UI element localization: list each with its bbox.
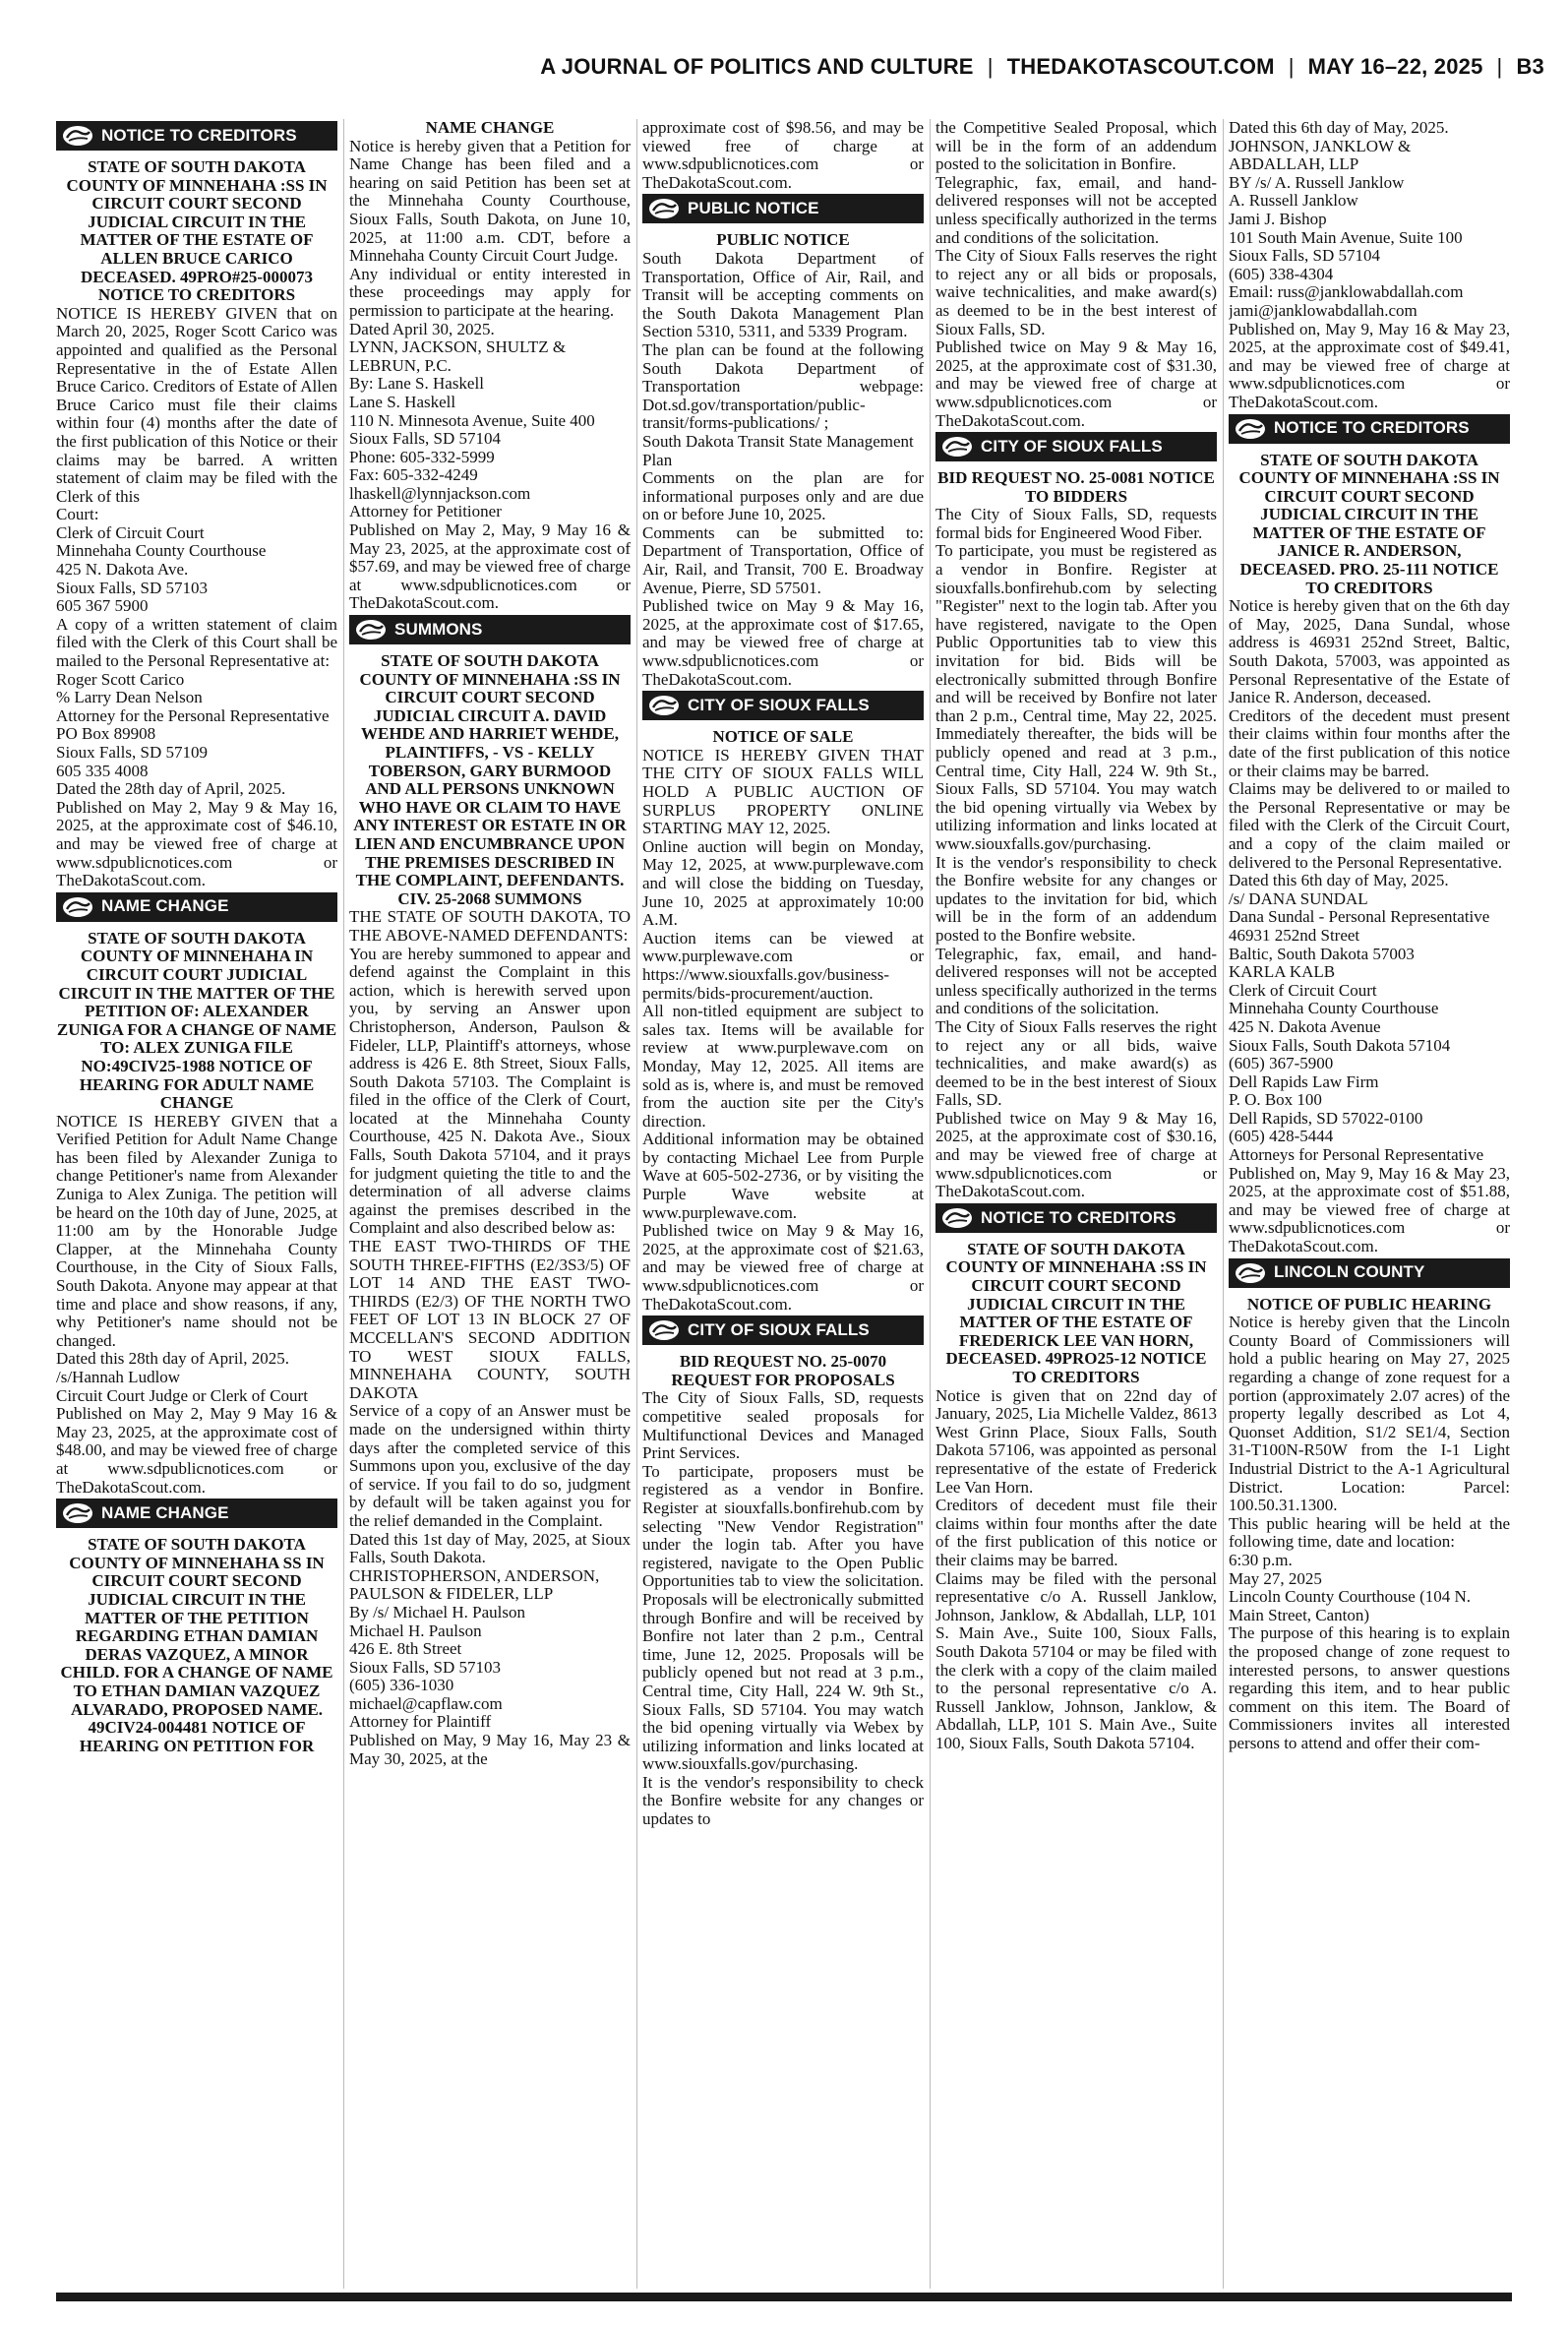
section-banner xyxy=(1229,1258,1510,1288)
notice-heading: STATE OF SOUTH DAKOTA COUNTY OF MINNEHAHA :SS IN CIRCUIT COURT SECOND JUDICIAL CIRCUIT IN THE MATTER OF THE ESTATE OF ALLEN BRUCE CARICO DECEASED. 49PRO#25-000073 NOTICE TO CREDITORS xyxy=(66,157,328,305)
notice-paragraph: Published on May 2, May 9 May 16 & May 23, 2025, at the approximate cost of $48.00, and may be viewed free of charge at www.sdpublicnotices.com or TheDakotaScout.com. xyxy=(56,1404,337,1497)
notice-line: /s/Hannah Ludlow xyxy=(56,1368,181,1386)
notice-paragraph: The purpose of this hearing is to explain the proposed change of zone request to interested persons, to answer questions regarding this item, and to hear public comment on this item. The Board of Commissioners invites all interested persons to attend and offer their com- xyxy=(1229,1623,1510,1752)
notice-line: By /s/ Michael H. Paulson xyxy=(349,1602,525,1621)
notice-paragraph: Dated this 6th day of May, 2025. xyxy=(1229,119,1449,137)
notice-line: Sioux Falls, SD 57104 xyxy=(349,429,501,449)
notice-line: Michael H. Paulson xyxy=(349,1621,482,1640)
column-3 xyxy=(642,119,924,2289)
notice-heading: BID REQUEST NO. 25-0070 REQUEST FOR PROPOSALS xyxy=(671,1352,895,1389)
header-separator: | xyxy=(987,54,994,79)
notice-line: Email: russ@janklowabdallah.com xyxy=(1229,282,1464,302)
notice-paragraph: Notice is hereby given that the Lincoln County Board of Commissioners will hold a public hearing on May 27, 2025 regarding a change of zone request for a portion (approximately 2.07 acres) of the property legally described as Lot 4, Quonset Addition, S1/2 SE1/4, Section 31-T100N-R50W from the I-1 Light Industrial District to the A-1 Agricultural District. Location: Parcel: 100.50.31.1300. xyxy=(1229,1313,1510,1515)
notice-line: (605) 367-5900 xyxy=(1229,1054,1334,1073)
notice-line: michael@capflaw.com xyxy=(349,1693,503,1713)
notice-line: LYNN, JACKSON, SHULTZ & LEBRUN, P.C. xyxy=(349,337,567,375)
notice-line: By: Lane S. Haskell xyxy=(349,374,484,394)
section-banner xyxy=(935,1203,1217,1233)
notice-line: Minnehaha County Courthouse xyxy=(1229,999,1439,1018)
notice-heading: NAME CHANGE xyxy=(425,119,555,137)
column-divider xyxy=(930,119,931,2289)
scout-logo-icon xyxy=(1233,1260,1268,1286)
notice-line: KARLA KALB xyxy=(1229,962,1336,982)
notice-paragraph: Additional information may be obtained by contacting Michael Lee from Purple Wave at 605-502-2736, or by visiting the Purple Wave website at www.purplewave.com. xyxy=(642,1130,924,1222)
notice-line: Sioux Falls, South Dakota 57104 xyxy=(1229,1035,1451,1055)
scout-logo-icon xyxy=(60,894,95,920)
section-banner xyxy=(56,1499,337,1528)
notice-line: lhaskell@lynnjackson.com xyxy=(349,483,531,503)
scout-logo-icon xyxy=(353,617,389,642)
notice-heading: STATE OF SOUTH DAKOTA COUNTY OF MINNEHAHA IN CIRCUIT COURT JUDICIAL CIRCUIT IN THE MATTER OF THE PETITION OF: ALEXANDER ZUNIGA FOR A CHANGE OF NAME TO: ALEX ZUNIGA FILE NO:49CIV25-1988 NOTICE OF HEARING FOR ADULT NAME CHANGE xyxy=(56,928,337,1113)
section-title: NOTICE TO CREDITORS xyxy=(981,1207,1176,1227)
section-title: NOTICE TO CREDITORS xyxy=(1274,418,1470,438)
notice-line: Phone: 605-332-5999 xyxy=(349,447,495,466)
notice-heading: STATE OF SOUTH DAKOTA COUNTY OF MINNEHAHA :SS IN CIRCUIT COURT SECOND JUDICIAL CIRCUIT IN THE MATTER OF THE ESTATE OF FREDERICK LEE VAN HORN, DECEASED. 49PRO25-12 NOTICE TO CREDITORS xyxy=(945,1239,1207,1386)
section-banner xyxy=(642,691,924,720)
notice-line: 6:30 p.m. xyxy=(1229,1550,1293,1569)
notice-line: 605 335 4008 xyxy=(56,761,149,780)
scout-logo-icon xyxy=(646,196,682,221)
notice-paragraph: It is the vendor's responsibility to check the Bonfire website for any changes or updates to the invitation for bid, which will be in the form of an addendum posted to the Bonfire website. xyxy=(935,852,1217,945)
notice-paragraph: Published on, May 9, May 16 & May 23, 2025, at the approximate cost of $49.41, and may be viewed free of charge at www.sdpublicnotices.com or TheDakotaScout.com. xyxy=(1229,319,1510,411)
section-banner xyxy=(642,1315,924,1345)
notice-line: 425 N. Dakota Avenue xyxy=(1229,1016,1381,1036)
notice-paragraph: Published on, May 9, May 16 & May 23, 2025, at the approximate cost of $51.88, and may be viewed free of charge at www.sdpublicnotices.com or TheDakotaScout.com. xyxy=(1229,1163,1510,1256)
notice-paragraph: The plan can be found at the following South Dakota Department of Transportation webpage: Dot.sd.gov/transportation/public-transit/forms-publications/ ; xyxy=(642,339,924,433)
section-title: PUBLIC NOTICE xyxy=(688,199,819,218)
notice-line: Lane S. Haskell xyxy=(349,392,456,411)
notice-heading: STATE OF SOUTH DAKOTA COUNTY OF MINNEHAHA :SS IN CIRCUIT COURT SECOND JUDICIAL CIRCUIT IN THE MATTER OF THE ESTATE OF JANICE R. ANDERSON, DECEASED. PRO. 25-111 NOTICE TO CREDITORS xyxy=(1238,450,1500,597)
column-4 xyxy=(935,119,1217,2289)
column-divider xyxy=(343,119,344,2289)
notice-paragraph: Telegraphic, fax, email, and hand-delivered responses will not be accepted unless specifically authorized in the terms and conditions of the solicitation. xyxy=(935,944,1217,1018)
section-banner xyxy=(642,194,924,223)
notice-paragraph: The City of Sioux Falls reserves the right to reject any or all bids or proposals, waive technicalities, and make award(s) as deemed to be in the best interest of Sioux Falls, SD. xyxy=(935,246,1217,338)
section-title: CITY OF SIOUX FALLS xyxy=(688,695,870,714)
notice-paragraph: Service of a copy of an Answer must be made on the undersigned within thirty days after the completed service of this Summons upon you, exclusive of the day of service. If you fail to do so, judgment by default will be taken against you for the relief demanded in the Complaint. xyxy=(349,1401,631,1530)
column-2 xyxy=(349,119,631,2289)
section-banner xyxy=(56,121,337,151)
section-banner xyxy=(349,615,631,644)
notice-line: JOHNSON, JANKLOW & ABDALLAH, LLP xyxy=(1229,136,1412,174)
column-divider xyxy=(636,119,637,2289)
header-separator: | xyxy=(1496,54,1503,79)
notice-line: (605) 338-4304 xyxy=(1229,264,1334,283)
notice-paragraph: Notice is hereby given that a Petition for Name Change has been filed and a hearing on said Petition has been set at the Minnehaha County Courthouse, Sioux Falls, South Dakota, on June 10, 2025, at 11:00 a.m. CDT, before a Minnehaha County Circuit Court Judge. xyxy=(349,136,631,266)
notice-paragraph: To participate, proposers must be registered as a vendor in Bonfire. Register at siouxfalls.bonfirehub.com by selecting "New Vendor Registration" under the login tab. After you have registered, navigate to the Open Public Opportunities tab to view the solicitation. Proposals will be electronically submitted through Bonfire and will be received by Bonfire not later than 2 p.m., Central time, June 12, 2025. Proposals will be publicly opened but not read at 3 p.m., Central time, City Hall, 224 W. 9th St., Sioux Falls, SD 57104. You may watch the bid opening virtually via Webex by utilizing information and links located at www.siouxfalls.gov/purchasing. xyxy=(642,1461,924,1774)
notice-line: Fax: 605-332-4249 xyxy=(349,465,478,485)
notice-heading: BID REQUEST NO. 25-0081 NOTICE TO BIDDERS xyxy=(937,468,1215,506)
notice-line: Attorney for the Personal Representative xyxy=(56,705,330,725)
notice-paragraph: THE STATE OF SOUTH DAKOTA, TO THE ABOVE-NAMED DEFENDANTS: xyxy=(349,907,631,945)
section-title: NAME CHANGE xyxy=(101,1502,229,1522)
notice-heading: PUBLIC NOTICE xyxy=(716,230,850,250)
notice-line: Circuit Court Judge or Clerk of Court xyxy=(56,1385,308,1405)
notice-paragraph: the Competitive Sealed Proposal, which will be in the form of an addendum posted to the solicitation in Bonfire. xyxy=(935,119,1217,174)
notice-line: Attorney for Plaintiff xyxy=(349,1712,492,1732)
notice-paragraph: Published twice on May 9 & May 16, 2025, at the approximate cost of $21.63, and may be viewed free of charge at www.sdpublicnotices.com or TheDakotaScout.com. xyxy=(642,1221,924,1314)
scout-logo-icon xyxy=(646,1317,682,1343)
notice-line: 426 E. 8th Street xyxy=(349,1639,462,1659)
notice-paragraph: Claims may be filed with the personal representative c/o A. Russell Janklow, Johnson, Janklow, & Abdallah, LLP, 101 S. Main Ave., Suite 100, Sioux Falls, South Dakota 57104 or may be filed with the clerk with a copy of the claim mailed to the personal representative c/o A. Russell Janklow, Johnson, Janklow, & Abdallah, LLP, 101 S. Main Ave., Suite 100, Sioux Falls, South Dakota 57104. xyxy=(935,1568,1217,1752)
notice-line: Jami J. Bishop xyxy=(1229,209,1327,228)
notice-line: BY /s/ A. Russell Janklow xyxy=(1229,172,1405,192)
notice-paragraph: Dated the 28th day of April, 2025. xyxy=(56,779,286,799)
notice-paragraph: A copy of a written statement of claim filed with the Clerk of this Court shall be mailed to the Personal Representative at: xyxy=(56,614,337,671)
notice-paragraph: It is the vendor's responsibility to check the Bonfire website for any changes or updates to xyxy=(642,1772,924,1829)
notice-line: Sioux Falls, SD 57109 xyxy=(56,743,208,762)
notice-line: Roger Scott Carico xyxy=(56,669,185,689)
notice-line: Attorneys for Personal Representative xyxy=(1229,1145,1484,1165)
notice-paragraph: The City of Sioux Falls, SD, requests competitive sealed proposals for Multifunctional Devices and Managed Print Services. xyxy=(642,1388,924,1463)
notice-paragraph: You are hereby summoned to appear and defend against the Complaint in this action, which is herewith served upon you, by serving an Answer upon Christopherson, Anderson, Paulson & Fideler, LLP, Plaintiff's attorneys, whose address is 426 E. 8th Street, Sioux Falls, South Dakota 57103. The Complaint is filed in the office of the Clerk of Court, located at the Minnehaha County Courthouse, 425 N. Dakota Ave., Sioux Falls, South Dakota 57104, and it prays for judgment quieting the title to and the determination of all adverse claims against the premises described in the Complaint and also described below as: xyxy=(349,944,631,1238)
section-banner xyxy=(1229,414,1510,444)
notice-line: Dell Rapids Law Firm xyxy=(1229,1071,1379,1091)
notice-line: (605) 336-1030 xyxy=(349,1676,454,1695)
notice-line: 101 South Main Avenue, Suite 100 xyxy=(1229,227,1463,247)
notice-paragraph: All non-titled equipment are subject to sales tax. Items will be available for review at www.purplewave.com on Monday, May 12, 2025. All items are sold as is, where is, and must be removed from the auction site per the City's direction. xyxy=(642,1002,924,1131)
notice-paragraph: NOTICE IS HEREBY GIVEN THAT THE CITY OF SIOUX FALLS WILL HOLD A PUBLIC AUCTION OF SURPLUS PROPERTY ONLINE STARTING MAY 12, 2025. xyxy=(642,745,924,838)
section-title: NOTICE TO CREDITORS xyxy=(101,125,297,145)
scout-logo-icon xyxy=(1233,416,1268,442)
notice-paragraph: Notice is hereby given that on the 6th day of May, 2025, Dana Sundal, whose address is 46931 252nd Street, Baltic, South Dakota, 57003, was appointed as Personal Representative of the Estate of Janice R. Anderson, deceased. xyxy=(1229,596,1510,707)
notice-paragraph: Telegraphic, fax, email, and hand-delivered responses will not be accepted unless specifically authorized in the terms and conditions of the solicitation. xyxy=(935,172,1217,247)
notice-line: Sioux Falls, SD 57104 xyxy=(1229,246,1380,266)
notice-line: May 27, 2025 xyxy=(1229,1568,1322,1588)
notice-paragraph: Online auction will begin on Monday, May 12, 2025, at www.purplewave.com and will close the bidding on Tuesday, June 10, 2025 at approximately 10:00 A.M. xyxy=(642,836,924,930)
notice-line: A. Russell Janklow xyxy=(1229,191,1358,211)
scout-logo-icon xyxy=(939,434,975,459)
section-title: CITY OF SIOUX FALLS xyxy=(688,1319,870,1339)
notice-heading: NOTICE OF PUBLIC HEARING xyxy=(1246,1294,1492,1314)
notice-paragraph: Auction items can be viewed at www.purplewave.com or https://www.siouxfalls.gov/business-permits/bids-procurement/auction. xyxy=(642,928,924,1003)
notice-paragraph: Dated this 6th day of May, 2025. xyxy=(1229,871,1449,890)
header-separator: | xyxy=(1288,54,1295,79)
notice-paragraph: NOTICE IS HEREBY GIVEN that a Verified Petition for Adult Name Change has been filed by Alexander Zuniga to change Petitioner's name from Alexander Zuniga to Alex Zuniga. The petition will be heard on the 10th day of June, 2025, at 11:00 am by the Honorable Judge Clapper, at the Minnehaha County Courthouse, in the City of Sioux Falls, South Dakota. Anyone may appear at that time and place and show reasons, if any, why Petitioner's name should not be changed. xyxy=(56,1111,337,1350)
notice-paragraph: Creditors of decedent must file their claims within four months after the date of the first publication of this notice or their claims may be barred. xyxy=(935,1496,1217,1569)
scout-logo-icon xyxy=(60,1500,95,1526)
notice-line: Court: xyxy=(56,505,99,524)
notice-line: Sioux Falls, SD 57103 xyxy=(56,578,208,597)
notice-line: 425 N. Dakota Ave. xyxy=(56,560,189,580)
notice-line: % Larry Dean Nelson xyxy=(56,688,203,707)
page-header xyxy=(39,47,1544,87)
notice-paragraph: Published twice on May 9 & May 16, 2025, at the approximate cost of $30.16, and may be viewed free of charge at www.sdpublicnotices.com or TheDakotaScout.com. xyxy=(935,1108,1217,1201)
notice-line: Clerk of Circuit Court xyxy=(56,522,205,542)
notice-paragraph: South Dakota Department of Transportation, Office of Air, Rail, and Transit will be accepting comments on the South Dakota Management Plan Section 5310, 5311, and 5339 Program. xyxy=(642,248,924,341)
notice-line: South Dakota Transit State Management Plan xyxy=(642,431,914,469)
notice-paragraph: NOTICE IS HEREBY GIVEN that on March 20, 2025, Roger Scott Carico was appointed and qualified as the Personal Representative in the of Estate Allen Bruce Carico. Creditors of Estate of Allen Bruce Carico must file their claims within four (4) months after the date of the first publication of this Notice or their claims may be barred. A written statement of claim may be filed with the Clerk of this xyxy=(56,303,337,506)
notice-line: PO Box 89908 xyxy=(56,724,156,744)
column-1 xyxy=(56,119,337,2289)
notice-line: /s/ DANA SUNDAL xyxy=(1229,888,1368,908)
notice-line: Minnehaha County Courthouse xyxy=(56,541,267,561)
notice-paragraph: THE EAST TWO-THIRDS OF THE SOUTH THREE-FIFTHS (E2/3S3/5) OF LOT 14 AND THE EAST TWO-THIRDS (E2/3) OF THE NORTH TWO FEET OF LOT 13 IN BLOCK 27 OF MCCELLAN'S SECOND ADDITION TO WEST SIOUX FALLS, MINNEHAHA COUNTY, SOUTH DAKOTA xyxy=(349,1237,631,1402)
notice-paragraph: Dated this 28th day of April, 2025. xyxy=(56,1349,290,1369)
notice-paragraph: Claims may be delivered to or mailed to the Personal Representative or may be filed with the Clerk of the Circuit Court, and a copy of the claim mailed or delivered to the Personal Representative. xyxy=(1229,779,1510,872)
notice-paragraph: Creditors of the decedent must present their claims within four months after the date of the first publication of this notice or their claims may be barred. xyxy=(1229,705,1510,780)
notice-paragraph: Published twice on May 9 & May 16, 2025, at the approximate cost of $31.30, and may be viewed free of charge at www.sdpublicnotices.com or TheDakotaScout.com. xyxy=(935,337,1217,430)
notice-line: Baltic, South Dakota 57003 xyxy=(1229,944,1415,963)
notice-heading: NOTICE OF SALE xyxy=(712,727,854,747)
notice-line: 46931 252nd Street xyxy=(1229,925,1360,945)
notice-line: Dell Rapids, SD 57022-0100 xyxy=(1229,1108,1423,1128)
notice-paragraph: Published twice on May 9 & May 16, 2025, at the approximate cost of $17.65, and may be viewed free of charge at www.sdpublicnotices.com or TheDakotaScout.com. xyxy=(642,596,924,689)
notice-line: P. O. Box 100 xyxy=(1229,1090,1322,1110)
notice-paragraph: Comments on the plan are for informational purposes only and are due on or before June 10, 2025. xyxy=(642,468,924,524)
scout-logo-icon xyxy=(60,123,95,149)
notice-line: Clerk of Circuit Court xyxy=(1229,980,1377,1000)
notices-columns xyxy=(56,119,1512,2289)
notice-line: 110 N. Minnesota Avenue, Suite 400 xyxy=(349,410,595,430)
bottom-rule xyxy=(56,2293,1512,2301)
notice-paragraph: To participate, you must be registered as a vendor in Bonfire. Register at siouxfalls.bonfirehub.com by selecting "Register" next to the login tab. After you have registered, navigate to the Open Public Opportunities tab to view this invitation for bid. Bids will be electronically submitted through Bonfire and will be received by Bonfire not later than 2 p.m., Central time, May 22, 2025. Immediately thereafter, the bids will be publicly opened and read at 3 p.m., Central time, City Hall, 224 W. 9th St., Sioux Falls, SD 57104. You may watch the bid opening virtually via Webex by utilizing information and links located at www.siouxfalls.gov/purchasing. xyxy=(935,541,1217,853)
notice-paragraph: Published on May 2, May, 9 May 16 & May 23, 2025, at the approximate cost of $57.69, and may be viewed free of charge at www.sdpublicnotices.com or TheDakotaScout.com. xyxy=(349,520,631,613)
issue-dates: MAY 16–22, 2025 xyxy=(1307,54,1483,79)
journal-tagline: A JOURNAL OF POLITICS AND CULTURE xyxy=(540,54,974,79)
notice-line: CHRISTOPHERSON, ANDERSON, PAULSON & FIDELER, LLP xyxy=(349,1565,600,1604)
notice-heading: STATE OF SOUTH DAKOTA COUNTY OF MINNEHAHA :SS IN CIRCUIT COURT SECOND JUDICIAL CIRCUIT A. DAVID WEHDE AND HARRIET WEHDE, PLAINTIFFS, - VS - KELLY TOBERSON, GARY BURMOOD AND ALL PERSONS UNKNOWN WHO HAVE OR CLAIM TO HAVE ANY INTEREST OR ESTATE IN OR LIEN AND ENCUMBRANCE UPON THE PREMISES DESCRIBED IN THE COMPLAINT, DEFENDANTS. CIV. 25-2068 SUMMONS xyxy=(353,651,627,908)
notice-paragraph: The City of Sioux Falls, SD, requests formal bids for Engineered Wood Fiber. xyxy=(935,505,1217,542)
site-name: THEDAKOTASCOUT.COM xyxy=(1006,54,1275,79)
notice-paragraph: Comments can be submitted to: Department of Transportation, Office of Air, Rail, and Transit, 700 E. Broadway Avenue, Pierre, SD 57501. xyxy=(642,522,924,597)
notice-line: Attorney for Petitioner xyxy=(349,502,502,521)
notice-paragraph: This public hearing will be held at the following time, date and location: xyxy=(1229,1513,1510,1552)
notice-paragraph: Notice is given that on 22nd day of January, 2025, Lia Michelle Valdez, 8613 West Grinn Place, Sioux Falls, South Dakota 57106, was appointed as personal representative of the estate of Frederick Lee Van Horn. xyxy=(935,1385,1217,1497)
notice-line: (605) 428-5444 xyxy=(1229,1127,1334,1146)
column-5 xyxy=(1229,119,1510,2289)
notice-paragraph: approximate cost of $98.56, and may be viewed free of charge at www.sdpublicnotices.com or TheDakotaScout.com. xyxy=(642,119,924,192)
page-number: B3 xyxy=(1516,54,1544,79)
notice-line: Dated April 30, 2025. xyxy=(349,319,495,338)
notice-line: Sioux Falls, SD 57103 xyxy=(349,1657,501,1677)
notice-line: jami@janklowabdallah.com xyxy=(1229,300,1417,320)
section-title: NAME CHANGE xyxy=(101,896,229,916)
section-title: LINCOLN COUNTY xyxy=(1274,1262,1425,1282)
notice-heading: STATE OF SOUTH DAKOTA COUNTY OF MINNEHAHA SS IN CIRCUIT COURT SECOND JUDICIAL CIRCUIT IN THE MATTER OF THE PETITION REGARDING ETHAN DAMIAN DERAS VAZQUEZ, A MINOR CHILD. FOR A CHANGE OF NAME TO ETHAN DAMIAN VAZQUEZ ALVARADO, PROPOSED NAME. 49CIV24-004481 NOTICE OF HEARING ON PETITION FOR xyxy=(60,1535,333,1755)
scout-logo-icon xyxy=(939,1205,975,1231)
notice-line: Dana Sundal - Personal Representative xyxy=(1229,907,1490,927)
section-title: SUMMONS xyxy=(394,619,483,639)
notice-paragraph: The City of Sioux Falls reserves the right to reject any or all bids, waive technicalities, and make award(s) as deemed to be in the best interest of Sioux Falls, SD. xyxy=(935,1016,1217,1110)
column-divider xyxy=(1223,119,1224,2289)
section-banner xyxy=(56,892,337,922)
section-title: CITY OF SIOUX FALLS xyxy=(981,436,1163,456)
notice-paragraph: Published on May, 9 May 16, May 23 & May 30, 2025, at the xyxy=(349,1731,631,1768)
notice-line: Lincoln County Courthouse (104 N. Main Street, Canton) xyxy=(1229,1587,1472,1624)
scout-logo-icon xyxy=(646,693,682,718)
section-banner xyxy=(935,432,1217,461)
notice-paragraph: Any individual or entity interested in these proceedings may apply for permission to participate at the hearing. xyxy=(349,264,631,320)
notice-paragraph: Dated this 1st day of May, 2025, at Sioux Falls, South Dakota. xyxy=(349,1529,631,1567)
notice-paragraph: Published on May 2, May 9 & May 16, 2025, at the approximate cost of $46.10, and may be viewed free of charge at www.sdpublicnotices.com or TheDakotaScout.com. xyxy=(56,797,337,890)
notice-line: 605 367 5900 xyxy=(56,596,149,616)
